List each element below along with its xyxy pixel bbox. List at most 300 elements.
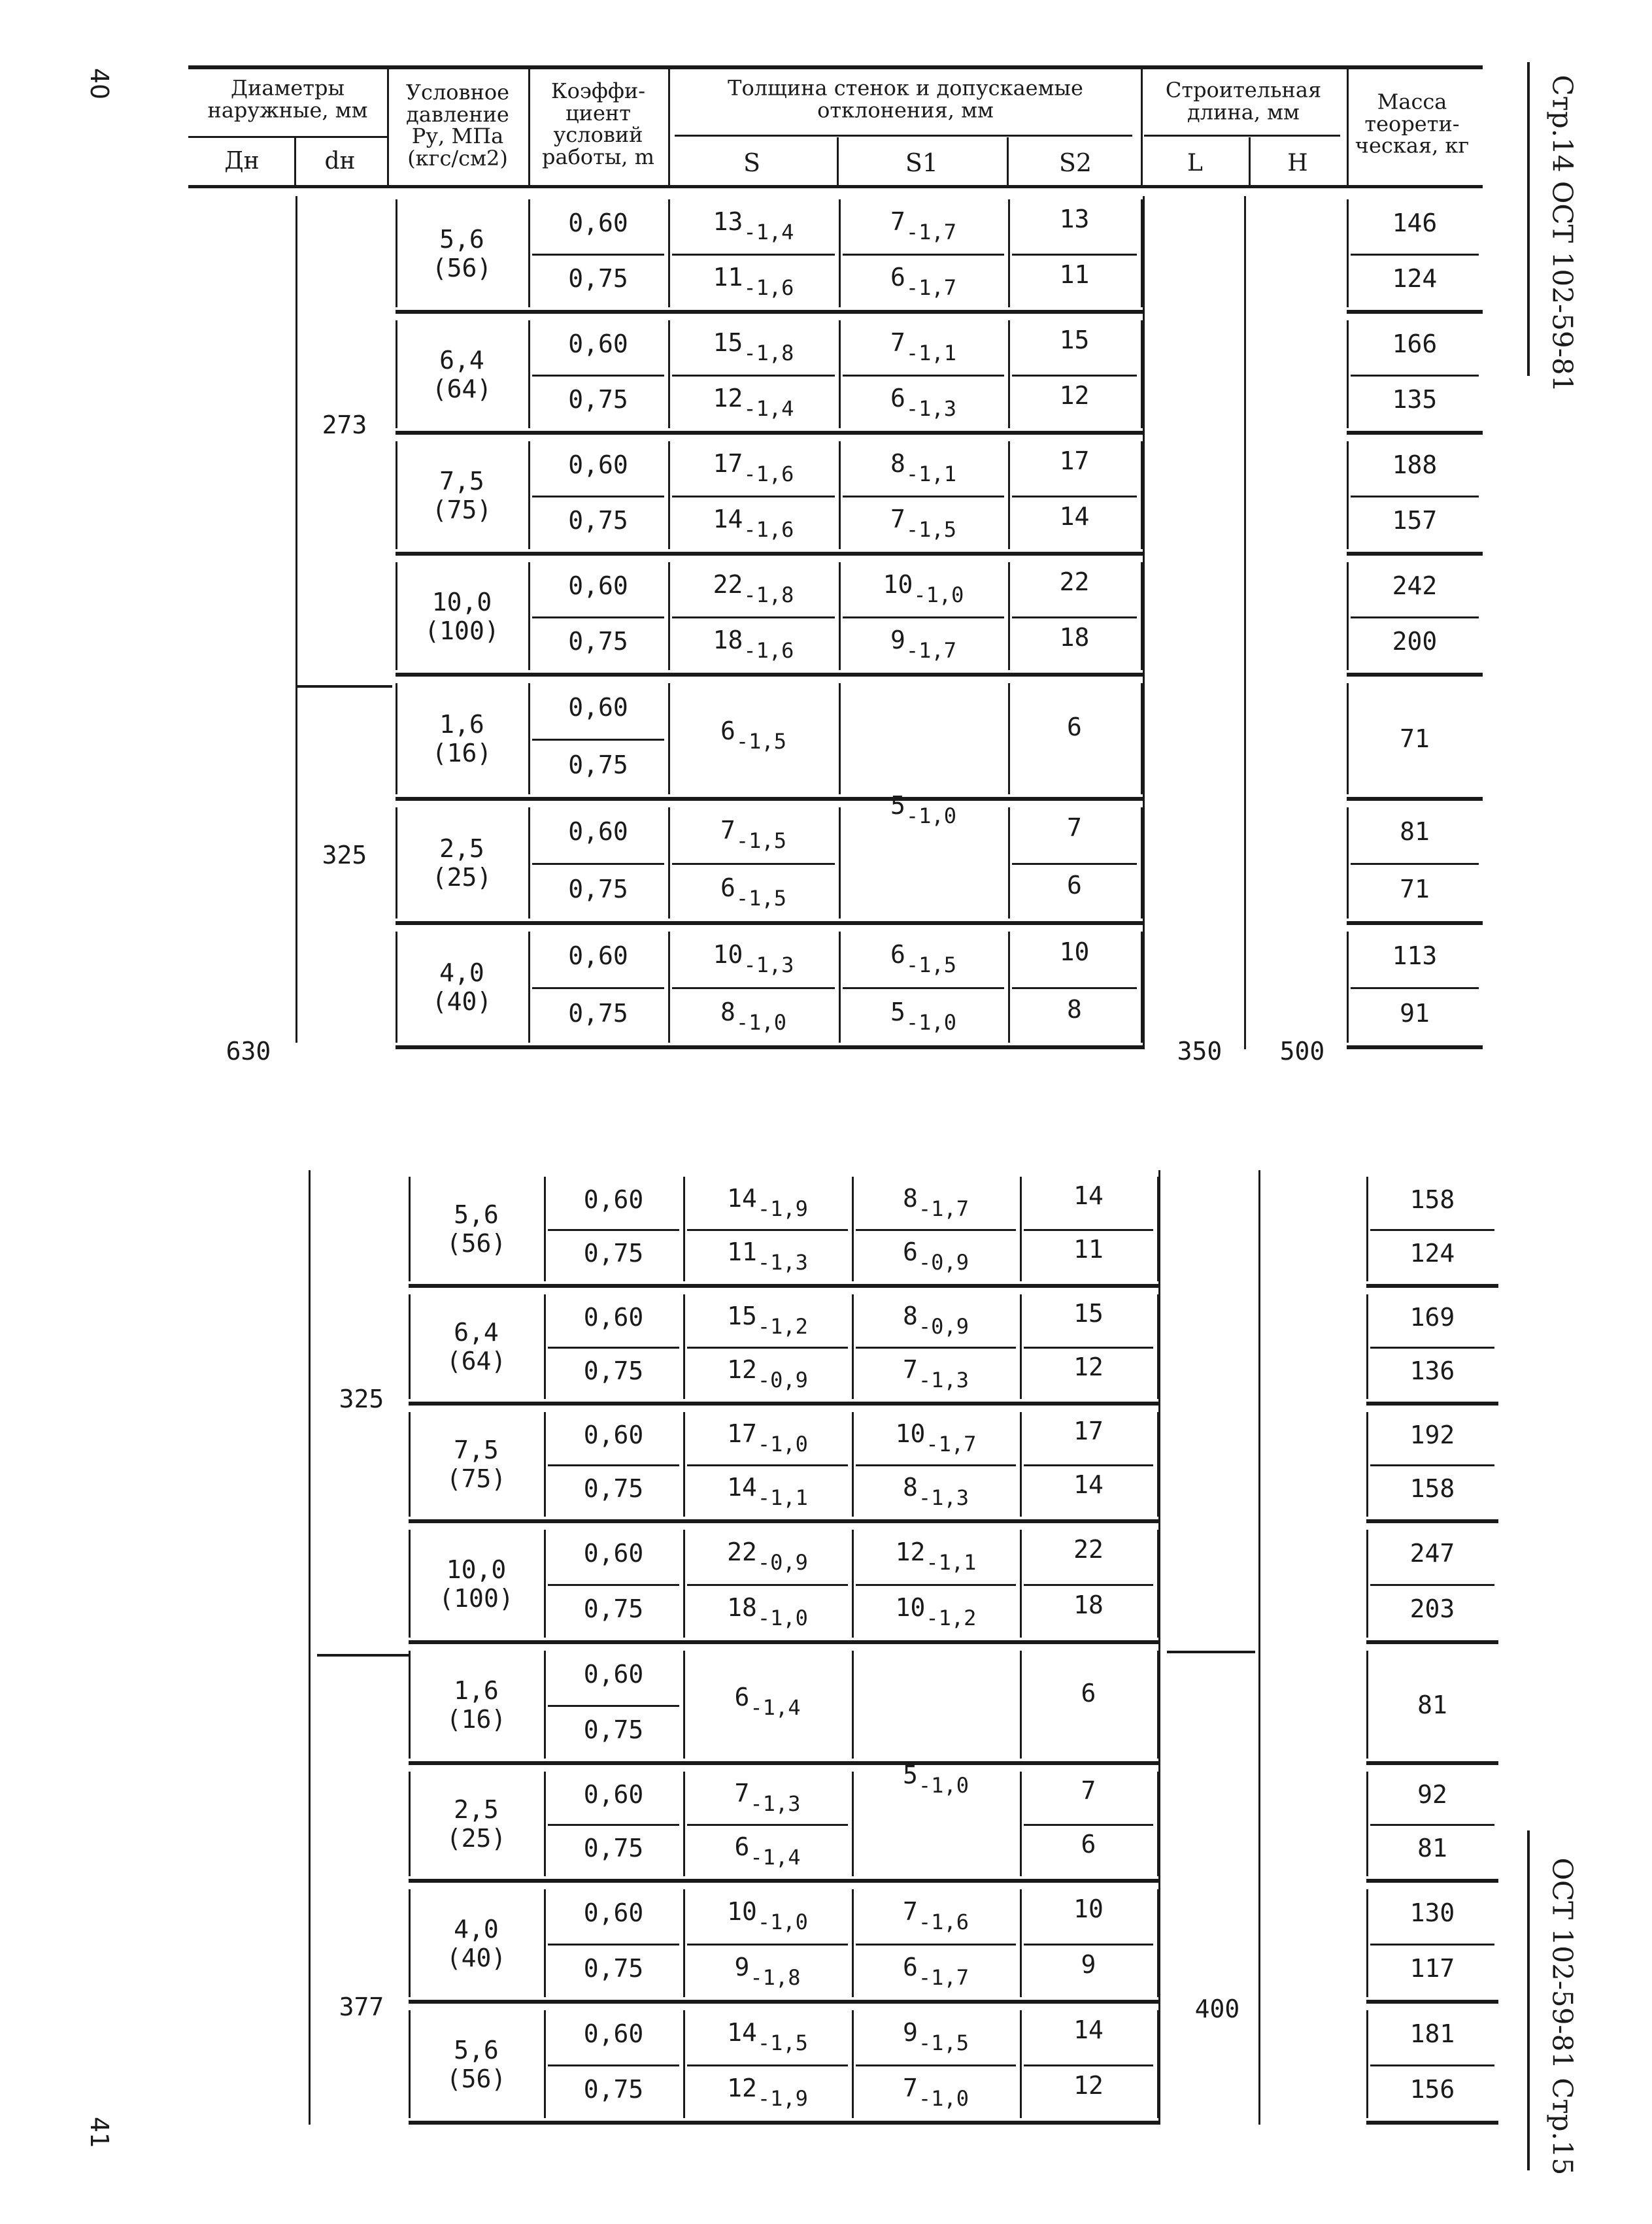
inner-diameter-377: 377 xyxy=(339,1993,384,2021)
mass-kg: 146 xyxy=(1392,208,1438,237)
rule-v xyxy=(683,1772,685,1876)
thickness-S-value: 6 xyxy=(734,1682,750,1711)
rule-v xyxy=(852,1651,854,1759)
rule-v xyxy=(839,807,841,918)
thickness-S xyxy=(713,207,794,244)
thickness-S1-tolerance: -1,5 xyxy=(918,2030,969,2055)
thickness-S-tolerance: -1,3 xyxy=(750,1791,801,1816)
thickness-S1-tolerance: -1,0 xyxy=(913,582,964,607)
thickness-S1 xyxy=(903,1473,969,1511)
rule-v xyxy=(1258,1170,1260,2125)
rule-h xyxy=(1347,552,1483,556)
coefficient-m: 0,75 xyxy=(583,1594,644,1624)
rule-h xyxy=(548,1824,679,1826)
mass-kg: 113 xyxy=(1392,941,1438,971)
rule-h xyxy=(856,2064,1016,2066)
rule-h xyxy=(1370,1347,1494,1349)
thickness-S1-tolerance: -0,9 xyxy=(918,1313,969,1339)
rule-h xyxy=(687,1944,848,1946)
running-title-bottom-rule xyxy=(1527,1830,1530,2170)
rule-v xyxy=(528,807,530,918)
thickness-S2: 12 xyxy=(1059,381,1090,411)
pressure-kgf: (40) xyxy=(446,1943,507,1972)
thickness-S2: 17 xyxy=(1059,446,1090,475)
thickness-S1-tolerance: -1,5 xyxy=(905,952,956,978)
thickness-S1 xyxy=(903,1896,969,1934)
thickness-S2: 6 xyxy=(1081,1830,1096,1859)
rule-v xyxy=(1020,2010,1022,2118)
rule-h xyxy=(1370,1229,1494,1231)
mass-kg: 188 xyxy=(1392,450,1438,479)
thickness-S2: 17 xyxy=(1073,1416,1104,1445)
rule-v xyxy=(668,932,670,1043)
pressure-mpa: 7,5 xyxy=(454,1436,499,1464)
rule-h xyxy=(1012,496,1137,497)
mass-kg: 81 xyxy=(1417,1834,1447,1863)
thickness-S2: 14 xyxy=(1073,2015,1104,2044)
rule-h xyxy=(548,1464,679,1466)
header-dn: dн xyxy=(324,148,356,175)
thickness-S2: 22 xyxy=(1073,1534,1104,1564)
rule-h xyxy=(1351,616,1479,618)
thickness-S2: 12 xyxy=(1073,1353,1104,1382)
rule-v xyxy=(1244,196,1246,1049)
rule-v xyxy=(852,1177,854,1281)
rule-v xyxy=(1143,196,1145,1049)
pressure-kgf: (100) xyxy=(424,616,499,645)
thickness-S-value: 6 xyxy=(734,1832,750,1862)
rule-v xyxy=(668,683,670,794)
rule-v xyxy=(1366,1651,1368,1759)
pressure-mpa: 5,6 xyxy=(454,1200,499,1229)
rule-v xyxy=(544,2010,546,2118)
rule-v xyxy=(683,1889,685,1997)
thickness-S1-tolerance: -1,7 xyxy=(926,1431,977,1457)
thickness-S1 xyxy=(895,1537,977,1575)
thickness-S2: 12 xyxy=(1073,2071,1104,2100)
rule-h xyxy=(1366,2121,1498,2125)
thickness-S-tolerance: -1,6 xyxy=(743,275,794,301)
rule-v xyxy=(295,196,297,1043)
thickness-S-value: 15 xyxy=(713,328,743,357)
pressure-mpa: 2,5 xyxy=(454,1795,499,1824)
thickness-S2: 7 xyxy=(1067,813,1082,843)
rule-v xyxy=(396,683,397,794)
mass-kg: 156 xyxy=(1409,2075,1455,2104)
thickness-S2: 13 xyxy=(1059,204,1090,233)
thickness-S xyxy=(734,1682,801,1720)
rule-v xyxy=(1347,683,1349,794)
rule-v xyxy=(668,199,670,307)
mass-kg: 71 xyxy=(1400,724,1430,753)
thickness-S1-tolerance: -1,1 xyxy=(926,1549,977,1575)
thickness-S-tolerance: -1,0 xyxy=(757,1431,808,1457)
rule-v xyxy=(839,562,841,670)
rule-v xyxy=(683,1177,685,1281)
thickness-S2: 18 xyxy=(1073,1591,1104,1620)
thickness-S1-tolerance: -1,7 xyxy=(918,1965,969,1991)
thickness-S1-tolerance: -1,7 xyxy=(905,219,956,244)
rule-h xyxy=(687,2064,848,2066)
rule-h xyxy=(396,797,1143,801)
thickness-S-value: 12 xyxy=(713,384,743,413)
thickness-S-value: 7 xyxy=(734,1778,750,1808)
mass-kg: 158 xyxy=(1409,1185,1455,1214)
thickness-S1-value: 6 xyxy=(890,384,905,413)
page-number-left: 40 xyxy=(85,67,114,100)
rule-h xyxy=(396,921,1143,925)
mass-kg: 124 xyxy=(1392,264,1438,294)
rule-v xyxy=(409,1177,411,1281)
rule-v xyxy=(1366,1294,1368,1399)
rule-v xyxy=(1020,1772,1022,1876)
rule-v xyxy=(1366,1412,1368,1517)
rule-h xyxy=(548,1584,679,1586)
thickness-S1 xyxy=(883,569,964,607)
rule-v xyxy=(1347,932,1349,1043)
rule-v xyxy=(1020,1412,1022,1517)
header-S1: S1 xyxy=(905,148,939,178)
header-S2: S2 xyxy=(1058,148,1092,178)
thickness-S1-value: 8 xyxy=(890,448,905,478)
thickness-S-value: 7 xyxy=(720,816,735,845)
coefficient-m: 0,75 xyxy=(583,1715,644,1745)
thickness-S xyxy=(727,1896,808,1934)
thickness-S xyxy=(713,505,794,543)
rule-h xyxy=(1366,1640,1498,1644)
rule-h xyxy=(1024,2064,1153,2066)
thickness-S1-value: 6 xyxy=(890,263,905,292)
header-build-length: Строительная длина, мм xyxy=(1165,77,1322,124)
pressure-mpa: 5,6 xyxy=(439,224,484,254)
thickness-S-tolerance: -1,8 xyxy=(743,340,794,365)
mass-kg: 136 xyxy=(1409,1356,1455,1386)
rule-h xyxy=(1024,1229,1153,1231)
rule-h xyxy=(396,310,1143,314)
thickness-S-tolerance: -1,6 xyxy=(743,461,794,486)
thickness-S-value: 6 xyxy=(720,873,735,902)
thickness-S2: 18 xyxy=(1059,623,1090,652)
thickness-S1-value: 7 xyxy=(903,2074,918,2103)
thickness-S1-value: 9 xyxy=(903,2017,918,2047)
thickness-S1-value: 5 xyxy=(890,997,905,1026)
mass-kg: 158 xyxy=(1409,1474,1455,1504)
thickness-S-value: 12 xyxy=(727,1355,757,1385)
thickness-S-value: 14 xyxy=(727,2017,757,2047)
thickness-S1-value: 6 xyxy=(903,1238,918,1267)
rule-h xyxy=(1347,1045,1483,1049)
rule-v xyxy=(396,199,397,307)
thickness-S1 xyxy=(903,1183,969,1221)
rule-v xyxy=(1158,1170,1160,2125)
thickness-S xyxy=(720,816,786,854)
coefficient-m: 0,75 xyxy=(568,506,628,535)
thickness-S-tolerance: -1,5 xyxy=(757,2030,808,2055)
rule-v xyxy=(1008,199,1010,307)
rule-h xyxy=(1024,1824,1153,1826)
thickness-S-tolerance: -1,4 xyxy=(750,1694,801,1720)
inner-diameter-325: 325 xyxy=(339,1385,384,1413)
thickness-S xyxy=(713,940,794,978)
rule-h xyxy=(548,2064,679,2066)
thickness-S1 xyxy=(890,384,956,422)
rule-h xyxy=(1351,375,1479,377)
thickness-S xyxy=(727,1593,808,1631)
rule-h xyxy=(856,1464,1016,1466)
header-S: S xyxy=(743,148,761,178)
thickness-S-tolerance: -1,8 xyxy=(743,582,794,607)
mass-kg: 91 xyxy=(1400,998,1430,1028)
thickness-S1 xyxy=(890,328,956,365)
thickness-S1 xyxy=(895,1419,977,1457)
rule-h xyxy=(1167,1651,1255,1653)
thickness-S1-value: 10 xyxy=(895,1419,926,1448)
thickness-S xyxy=(727,1301,808,1339)
rule-v xyxy=(668,807,670,918)
thickness-S2: 6 xyxy=(1067,870,1082,900)
rule-h xyxy=(532,375,664,377)
rule-v xyxy=(409,1651,411,1759)
rule-h xyxy=(1012,375,1137,377)
rule-h xyxy=(1370,2064,1494,2066)
rule-h xyxy=(1012,987,1137,989)
coefficient-m: 0,60 xyxy=(568,817,628,847)
thickness-S xyxy=(727,1238,808,1275)
thickness-S-value: 8 xyxy=(720,997,735,1026)
pressure-kgf: (56) xyxy=(431,253,492,282)
thickness-S2: 6 xyxy=(1081,1678,1096,1708)
rule-h xyxy=(856,1944,1016,1946)
rule-v xyxy=(544,1772,546,1876)
rule-v xyxy=(839,683,841,794)
thickness-S-value: 9 xyxy=(734,1953,750,1982)
thickness-S2: 15 xyxy=(1059,325,1090,354)
header-pressure: Условное давление Ру, МПа (кгс/см2) xyxy=(405,79,510,171)
rule-v xyxy=(1008,683,1010,794)
coefficient-m: 0,60 xyxy=(568,571,628,600)
rule-v xyxy=(1366,1772,1368,1876)
rule-v xyxy=(528,683,530,794)
coefficient-m: 0,60 xyxy=(583,1185,644,1214)
rule-h xyxy=(1370,1584,1494,1586)
thickness-S-value: 6 xyxy=(720,716,735,745)
thickness-S1-tolerance: -1,7 xyxy=(905,638,956,664)
rule-v xyxy=(852,2010,854,2118)
thickness-S-value: 17 xyxy=(727,1419,757,1448)
rule-h xyxy=(1366,1761,1498,1765)
rule-h xyxy=(1366,2000,1498,2004)
thickness-S xyxy=(720,873,786,911)
rule-h xyxy=(843,616,1004,618)
rule-h xyxy=(409,1402,1160,1406)
rule-v xyxy=(396,441,397,549)
thickness-S2: 7 xyxy=(1081,1776,1096,1805)
rule-h xyxy=(409,1519,1160,1523)
rule-h xyxy=(1366,1284,1498,1288)
coefficient-m: 0,60 xyxy=(583,1779,644,1809)
thickness-S1 xyxy=(903,1301,969,1339)
thickness-S xyxy=(713,448,794,486)
thickness-S1-value: 6 xyxy=(890,940,905,969)
thickness-S-tolerance: -1,9 xyxy=(757,2086,808,2112)
thickness-S-tolerance: -1,4 xyxy=(743,396,794,422)
pressure-kgf: (64) xyxy=(431,374,492,403)
thickness-S-tolerance: -1,4 xyxy=(750,1845,801,1870)
rule-v xyxy=(409,1530,411,1638)
rule-h xyxy=(409,1284,1160,1288)
rule-v xyxy=(544,1530,546,1638)
thickness-S1 xyxy=(890,448,956,486)
thickness-S-tolerance: -1,8 xyxy=(750,1965,801,1991)
thickness-S1-tolerance: -1,3 xyxy=(918,1485,969,1511)
rule-v xyxy=(1020,1530,1022,1638)
pressure-kgf: (25) xyxy=(431,863,492,892)
thickness-S-tolerance: -1,0 xyxy=(735,1009,786,1035)
rule-h xyxy=(1024,1944,1153,1946)
rule-h xyxy=(672,863,835,865)
thickness-S1-tolerance: -1,7 xyxy=(918,1196,969,1221)
rule-v xyxy=(396,807,397,918)
rule-h xyxy=(856,1229,1016,1231)
thickness-S1-value: 7 xyxy=(903,1896,918,1926)
thickness-S xyxy=(727,1537,808,1575)
coefficient-m: 0,60 xyxy=(583,1538,644,1568)
rule-v xyxy=(852,1772,854,1876)
thickness-S1 xyxy=(903,2017,969,2055)
rule-h xyxy=(672,496,835,497)
thickness-S xyxy=(734,1778,801,1816)
inner-diameter-273: 273 xyxy=(322,411,367,439)
rule-v xyxy=(1008,807,1010,918)
thickness-S1-value: 9 xyxy=(890,626,905,655)
height-H: 500 xyxy=(1279,1037,1325,1066)
rule-h xyxy=(1366,1402,1498,1406)
rule-h xyxy=(409,2121,1160,2125)
thickness-S1 xyxy=(890,940,956,978)
thickness-S1-merged xyxy=(890,791,956,828)
thickness-S1-tolerance: -1,6 xyxy=(918,1909,969,1934)
thickness-S-tolerance: -1,5 xyxy=(735,885,786,911)
thickness-S2: 8 xyxy=(1067,994,1082,1024)
thickness-S xyxy=(734,1832,801,1870)
running-title-bottom: ОСТ 102-59-81 Стр.15 xyxy=(1546,1857,1579,2176)
rule-v xyxy=(409,2010,411,2118)
thickness-S2: 15 xyxy=(1073,1298,1104,1328)
rule-v xyxy=(544,1651,546,1759)
pressure-mpa: 4,0 xyxy=(454,1914,499,1944)
header-mass: Масса теорети- ческая, кг xyxy=(1355,89,1470,158)
rule-h xyxy=(1370,1944,1494,1946)
coefficient-m: 0,60 xyxy=(568,693,628,722)
pressure-mpa: 5,6 xyxy=(454,2035,499,2064)
rule-h xyxy=(317,1654,409,1657)
thickness-S1 xyxy=(903,2074,969,2112)
thickness-S-tolerance: -1,0 xyxy=(757,1909,808,1934)
pressure-mpa: 4,0 xyxy=(439,958,484,987)
rule-h xyxy=(843,254,1004,256)
mass-kg: 203 xyxy=(1409,1594,1455,1624)
rule-v xyxy=(683,1412,685,1517)
rule-h xyxy=(1347,431,1483,435)
coefficient-m: 0,75 xyxy=(583,1356,644,1386)
thickness-S1-tolerance: -1,5 xyxy=(905,517,956,543)
rule-v xyxy=(1347,441,1349,549)
rule-h xyxy=(843,496,1004,497)
rule-v xyxy=(1366,1889,1368,1997)
thickness-S1-merged-tolerance: -1,0 xyxy=(918,1773,969,1798)
thickness-S-tolerance: -0,9 xyxy=(757,1368,808,1393)
thickness-S1-tolerance: -1,0 xyxy=(905,1009,956,1035)
coefficient-m: 0,60 xyxy=(583,1302,644,1332)
rule-v xyxy=(396,562,397,670)
thickness-S1-tolerance: -0,9 xyxy=(918,1250,969,1275)
rule-h xyxy=(396,552,1143,556)
thickness-S xyxy=(727,1473,808,1511)
rule-h xyxy=(409,1640,1160,1644)
rule-h xyxy=(1347,797,1483,801)
coefficient-m: 0,75 xyxy=(583,1474,644,1504)
thickness-S-tolerance: -1,6 xyxy=(743,517,794,543)
rule-h xyxy=(532,739,664,741)
rule-v xyxy=(528,320,530,428)
page-number-right: 41 xyxy=(85,2116,114,2149)
coefficient-m: 0,75 xyxy=(583,2075,644,2104)
rule-h xyxy=(672,375,835,377)
rule-h xyxy=(1366,1879,1498,1883)
thickness-S-tolerance: -1,3 xyxy=(757,1250,808,1275)
rule-h xyxy=(1347,310,1483,314)
thickness-S1-value: 8 xyxy=(903,1301,918,1330)
rule-h xyxy=(687,1464,848,1466)
thickness-S xyxy=(727,1419,808,1457)
mass-kg: 81 xyxy=(1400,817,1430,847)
thickness-S-value: 12 xyxy=(727,2074,757,2103)
rule-h xyxy=(532,496,664,497)
mass-kg: 200 xyxy=(1392,627,1438,656)
rule-h xyxy=(1024,1347,1153,1349)
rule-h xyxy=(396,1045,1143,1049)
pressure-kgf: (16) xyxy=(431,739,492,767)
pressure-mpa: 6,4 xyxy=(454,1318,499,1347)
rule-v xyxy=(309,1170,311,2125)
rule-h xyxy=(1370,1824,1494,1826)
coefficient-m: 0,75 xyxy=(583,1834,644,1863)
rule-v xyxy=(1008,932,1010,1043)
thickness-S2: 6 xyxy=(1067,713,1082,741)
rule-h xyxy=(1351,987,1479,989)
thickness-S2: 11 xyxy=(1059,260,1090,290)
rule-h xyxy=(532,254,664,256)
thickness-S-value: 17 xyxy=(713,448,743,478)
rule-v xyxy=(852,1530,854,1638)
coefficient-m: 0,75 xyxy=(583,1954,644,1983)
thickness-S-value: 14 xyxy=(713,505,743,534)
pressure-mpa: 2,5 xyxy=(439,834,484,863)
thickness-S1-value: 10 xyxy=(895,1593,926,1623)
thickness-S xyxy=(713,384,794,422)
mass-kg: 192 xyxy=(1409,1420,1455,1449)
rule-v xyxy=(409,1294,411,1399)
thickness-S1-tolerance: -1,3 xyxy=(905,396,956,422)
thickness-S2: 9 xyxy=(1081,1950,1096,1980)
rule-v xyxy=(668,320,670,428)
thickness-S1 xyxy=(890,207,956,244)
rule-v xyxy=(1347,199,1349,307)
coefficient-m: 0,60 xyxy=(583,1898,644,1927)
rule-v xyxy=(409,1412,411,1517)
thickness-S1-value: 8 xyxy=(903,1183,918,1213)
rule-v xyxy=(1347,807,1349,918)
